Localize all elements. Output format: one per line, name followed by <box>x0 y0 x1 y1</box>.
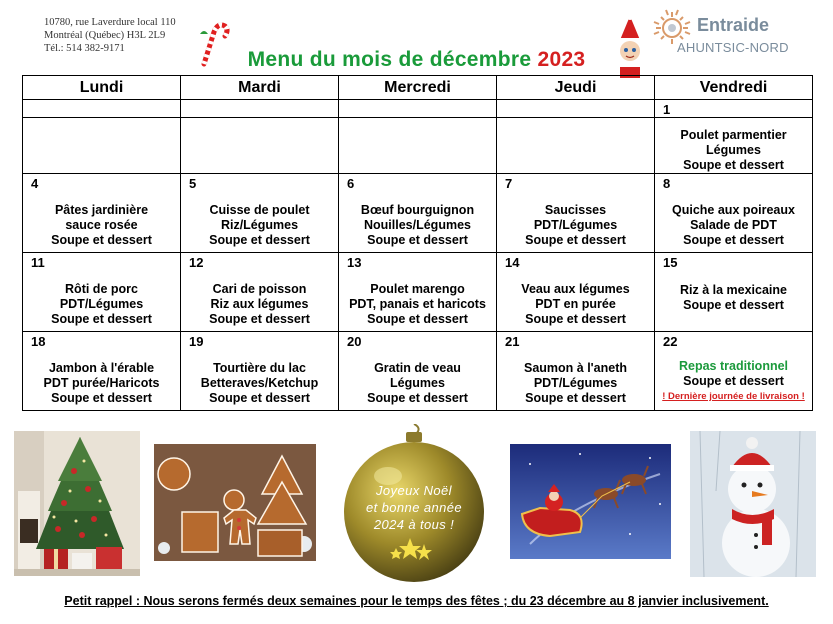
day-number: 13 <box>347 255 362 270</box>
day-cell <box>497 253 655 332</box>
meal-description <box>657 283 810 313</box>
day-cell <box>339 253 497 332</box>
meal-description <box>657 203 810 248</box>
address-line-3: Tél.: 514 382-9171 <box>44 43 125 54</box>
meal-description <box>657 128 810 173</box>
santa-sleigh-picture <box>510 444 671 559</box>
meal-line: Soupe et dessert <box>683 233 784 247</box>
day-number: 20 <box>347 334 362 349</box>
day-number: 22 <box>663 334 678 349</box>
meal-line: Légumes <box>706 143 761 157</box>
meal-line: Soupe et dessert <box>51 391 152 405</box>
meal-line: Rôti de porc <box>65 282 138 296</box>
day-number-strip <box>181 100 338 118</box>
meal-line: Soupe et dessert <box>683 158 784 172</box>
ornament-greeting-line-2: et bonne année <box>366 500 462 515</box>
week-row <box>23 174 813 253</box>
meal-line: PDT/Légumes <box>533 218 618 232</box>
day-cell <box>655 174 813 253</box>
logo-word: Entraide <box>697 15 770 35</box>
weekday-header-row <box>23 76 813 100</box>
day-number: 1 <box>663 102 671 117</box>
meal-line: Soupe et dessert <box>367 233 468 247</box>
day-cell <box>655 253 813 332</box>
meal-description <box>499 282 652 327</box>
meal-line: Veau aux légumes <box>521 282 630 296</box>
meal-line: Riz à la mexicaine <box>679 283 787 297</box>
day-cell <box>181 332 339 411</box>
meal-line: Soupe et dessert <box>209 312 310 326</box>
week-row <box>23 332 813 411</box>
day-cell <box>23 253 181 332</box>
meal-description <box>183 203 336 248</box>
day-number-strip <box>497 100 654 118</box>
ornament-greeting-line-1: Joyeux Noël <box>376 483 452 498</box>
meal-line: Riz/Légumes <box>220 218 299 232</box>
meal-description <box>25 361 178 406</box>
day-cell <box>497 100 655 174</box>
meal-description <box>25 282 178 327</box>
meal-line: PDT, panais et haricots <box>349 297 486 311</box>
meal-line: Soupe et dessert <box>51 233 152 247</box>
meal-line: Tourtière du lac <box>213 361 306 375</box>
meal-line: Saumon à l'aneth <box>524 361 627 375</box>
meal-line: Soupe et dessert <box>683 298 784 312</box>
meal-line: Soupe et dessert <box>525 391 626 405</box>
meal-line: Soupe et dessert <box>525 312 626 326</box>
day-number: 6 <box>347 176 355 191</box>
day-cell <box>181 100 339 174</box>
meal-description <box>25 203 178 248</box>
meal-line: Cari de poisson <box>212 282 307 296</box>
meal-line: Poulet parmentier <box>680 128 787 142</box>
meal-line: Légumes <box>390 376 445 390</box>
meal-line: PDT en purée <box>535 297 616 311</box>
meal-description <box>341 361 494 406</box>
day-number: 18 <box>31 334 46 349</box>
day-cell <box>497 174 655 253</box>
meal-line: Jambon à l'érable <box>48 361 155 375</box>
day-cell <box>339 100 497 174</box>
meal-line: PDT purée/Haricots <box>43 376 160 390</box>
meal-description <box>341 282 494 327</box>
day-number: 8 <box>663 176 671 191</box>
meal-line: Soupe et dessert <box>209 391 310 405</box>
day-cell <box>339 174 497 253</box>
last-delivery-note: ! Dernière journée de livraison ! <box>662 391 805 402</box>
weekday-header: Vendredi <box>655 76 813 100</box>
meal-line: Betteraves/Ketchup <box>200 376 319 390</box>
title-year: 2023 <box>537 48 586 71</box>
meal-line: PDT/Légumes <box>533 376 618 390</box>
elf-icon <box>612 14 648 78</box>
day-number: 12 <box>189 255 204 270</box>
snowman-picture <box>690 431 816 577</box>
day-number-strip <box>339 100 496 118</box>
day-cell <box>23 332 181 411</box>
day-number-strip <box>23 100 180 118</box>
day-cell <box>339 332 497 411</box>
week-row <box>23 253 813 332</box>
day-number: 15 <box>663 255 678 270</box>
day-number: 21 <box>505 334 520 349</box>
meal-description <box>499 361 652 406</box>
meal-description <box>183 361 336 406</box>
meal-line: Bœuf bourguignon <box>360 203 475 217</box>
week-row <box>23 100 813 174</box>
meal-line: Salade de PDT <box>690 218 777 232</box>
meal-line: Poulet marengo <box>370 282 465 296</box>
meal-line: Gratin de veau <box>374 361 461 375</box>
meal-line: Soupe et dessert <box>51 312 152 326</box>
entraide-logo <box>648 6 798 66</box>
day-cell <box>497 332 655 411</box>
meal-line: Saucisses <box>544 203 607 217</box>
day-cell <box>23 174 181 253</box>
day-cell <box>655 332 813 411</box>
meal-line: Soupe et dessert <box>367 391 468 405</box>
meal-line: Quiche aux poireaux <box>672 203 795 217</box>
day-number: 7 <box>505 176 513 191</box>
day-number: 19 <box>189 334 204 349</box>
day-number-strip <box>655 100 812 118</box>
day-cell <box>23 100 181 174</box>
day-cell <box>181 174 339 253</box>
address-line-1: 10780, rue Laverdure local 110 <box>44 17 176 28</box>
weekday-header: Jeudi <box>497 76 655 100</box>
closing-reminder: Petit rappel : Nous serons fermés deux semaines pour le temps des fêtes ; du 23 décembre au 8 janvier inclusivement. <box>64 594 769 608</box>
meal-line: Repas traditionnel <box>678 359 789 373</box>
menu-calendar <box>22 75 813 411</box>
day-number: 14 <box>505 255 520 270</box>
day-number: 4 <box>31 176 39 191</box>
day-cell <box>655 100 813 174</box>
weekday-header: Mardi <box>181 76 339 100</box>
address-line-2: Montréal (Québec) H3L 2L9 <box>44 30 166 41</box>
meal-line: Cuisse de poulet <box>209 203 310 217</box>
christmas-tree-picture <box>14 431 140 576</box>
title-text: Menu du mois de décembre <box>247 48 532 71</box>
meal-line: Soupe et dessert <box>209 233 310 247</box>
meal-line: Pâtes jardinière <box>54 203 149 217</box>
meal-line: Soupe et dessert <box>683 374 784 388</box>
weekday-header: Mercredi <box>339 76 497 100</box>
logo-subtitle: AHUNTSIC-NORD <box>677 40 789 55</box>
meal-description <box>657 359 810 404</box>
meal-line: sauce rosée <box>65 218 138 232</box>
ornament-greeting <box>344 482 484 533</box>
weekday-header: Lundi <box>23 76 181 100</box>
day-cell <box>181 253 339 332</box>
meal-line: Nouilles/Légumes <box>364 218 471 232</box>
day-number: 5 <box>189 176 197 191</box>
meal-line: Soupe et dessert <box>367 312 468 326</box>
ornament-greeting-line-3: 2024 à tous ! <box>373 517 455 532</box>
meal-line: PDT/Légumes <box>59 297 144 311</box>
gingerbread-cookies-picture <box>154 444 316 561</box>
meal-description <box>499 203 652 248</box>
meal-line: Riz aux légumes <box>210 297 309 311</box>
day-number: 11 <box>31 255 45 270</box>
meal-description <box>341 203 494 248</box>
meal-description <box>183 282 336 327</box>
meal-line: Soupe et dessert <box>525 233 626 247</box>
